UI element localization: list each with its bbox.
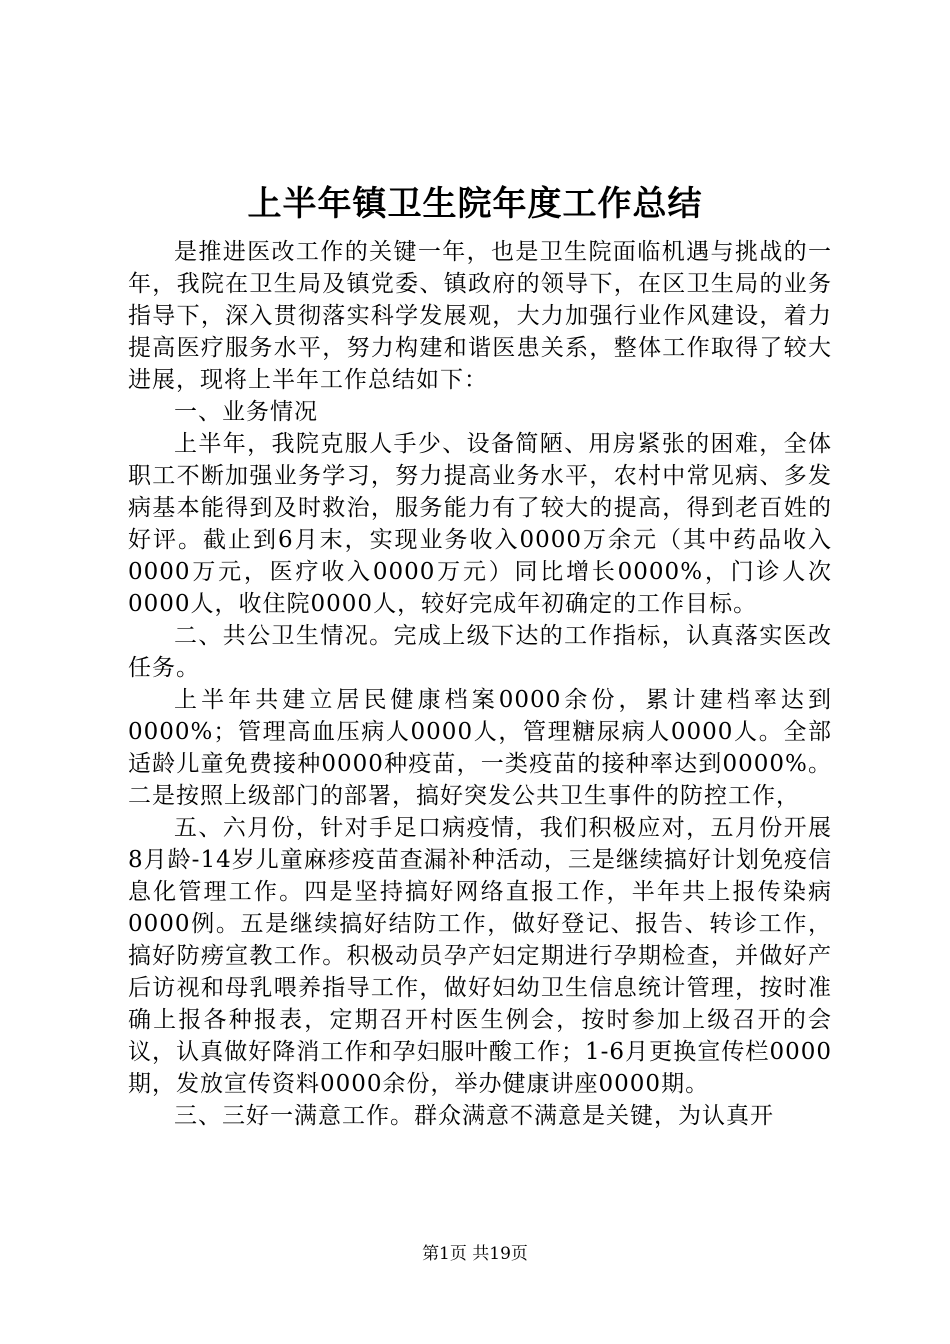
section-heading-business: 一、业务情况 xyxy=(174,399,318,425)
section-heading-public-health: 二、共公卫生情况。完成上级下达的工作指标，认真落实医改任务。 xyxy=(128,623,832,681)
paragraph-epidemic-control: 五、六月份，针对手足口病疫情，我们积极应对，五月份开展8月龄-14岁儿童麻疹疫苗查漏补种活动，三是继续搞好计划免疫信息化管理工作。四是坚持搞好网络直报工作，半年共上报传染病0000例。五是继续搞好结防工作，做好登记、报告、转诊工作，搞好防痨宣教工作。积极动员孕产妇定期进行孕期检查，并做好产后访视和母乳喂养指导工作，做好妇幼卫生信息统计管理，按时准确上报各种报表，定期召开村医生例会，按时参加上级召开的会议，认真做好降消工作和孕妇服叶酸工作；1-6月更换宣传栏0000期，发放宣传资料0000余份，举办健康讲座0000期。 xyxy=(128,815,832,1097)
page-footer: 第1页 共19页 xyxy=(422,1244,528,1264)
paragraph-public-health: 上半年共建立居民健康档案0000余份，累计建档率达到0000%；管理高血压病人0000人，管理糖尿病人0000人。全部适龄儿童免费接种0000种疫苗，一类疫苗的接种率达到0000%。二是按照上级部门的部署，搞好突发公共卫生事件的防控工作， xyxy=(128,687,832,809)
paragraph-intro: 是推进医改工作的关键一年，也是卫生院面临机遇与挑战的一年，我院在卫生局及镇党委、镇政府的领导下，在区卫生局的业务指导下，深入贯彻落实科学发展观，大力加强行业作风建设，着力提高医疗服务水平，努力构建和谐医患关系，整体工作取得了较大进展，现将上半年工作总结如下： xyxy=(128,239,832,393)
paragraph-business: 上半年，我院克服人手少、设备简陋、用房紧张的困难，全体职工不断加强业务学习，努力提高业务水平，农村中常见病、多发病基本能得到及时救治，服务能力有了较大的提高，得到老百姓的好评。截止到6月末，实现业务收入0000万余元（其中药品收入0000万元，医疗收入0000万元）同比增长0000%，门诊人次0000人，收住院0000人，较好完成年初确定的工作目标。 xyxy=(128,431,832,617)
document-title: 上半年镇卫生院年度工作总结 xyxy=(247,184,703,224)
document-body xyxy=(128,236,832,1132)
section-heading-satisfaction: 三、三好一满意工作。群众满意不满意是关键，为认真开 xyxy=(174,1103,774,1129)
